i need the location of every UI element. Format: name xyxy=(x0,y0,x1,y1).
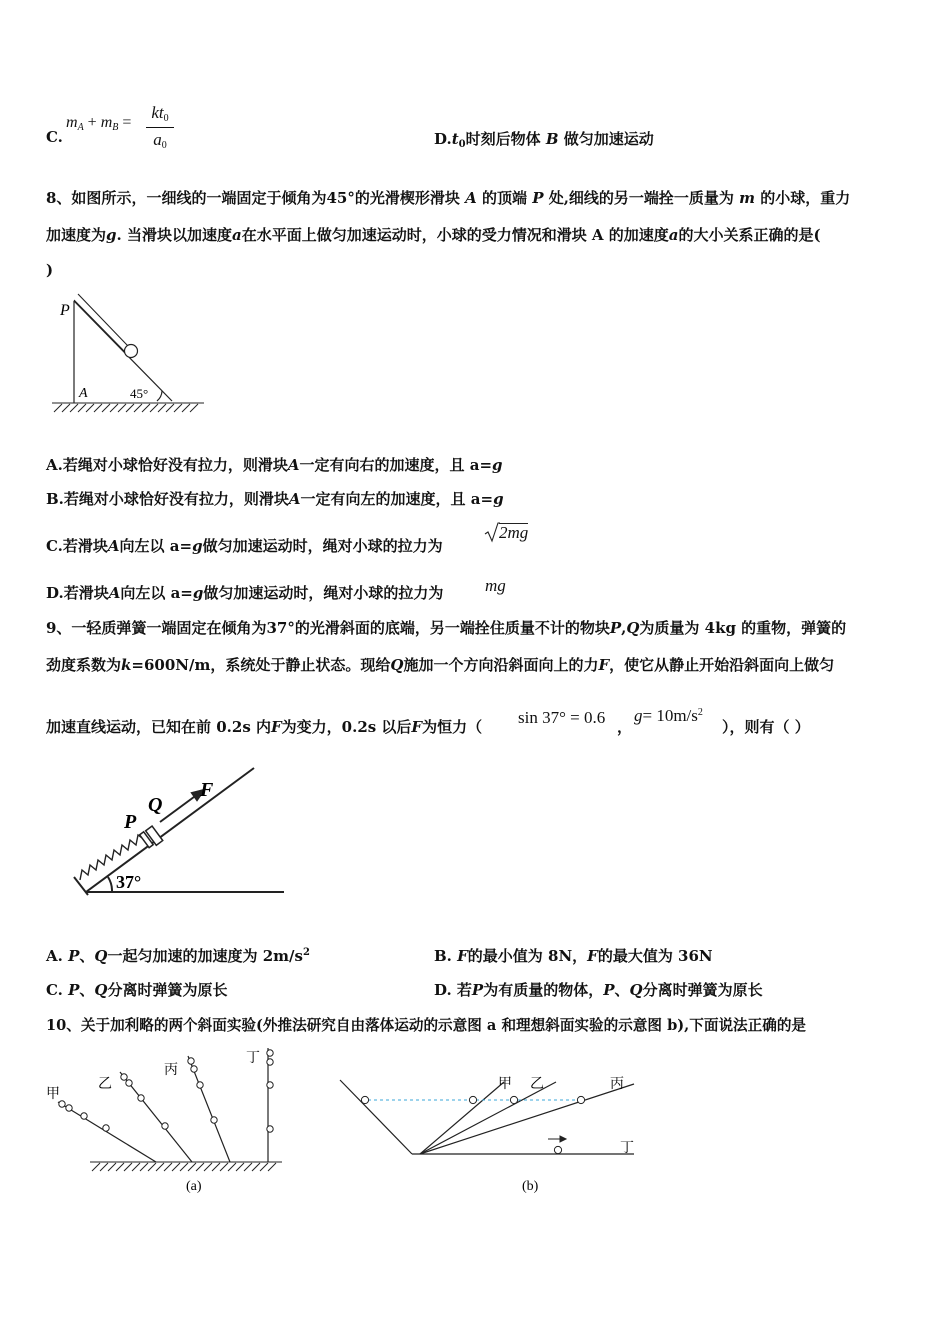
q10b-motion-arrow xyxy=(548,1136,566,1142)
q8-option-a: A.若绳对小球恰好没有拉力，则滑块A一定有向右的加速度，且 a=g xyxy=(46,456,503,474)
q9-force-arrow xyxy=(160,790,204,822)
q10b-label-bing: 丙 xyxy=(610,1077,624,1092)
q9-comma: ， xyxy=(617,718,633,736)
q10a-label-ding: 丁 xyxy=(246,1051,260,1066)
q7-option-d: $D.t_0$时刻后物体 B 做匀加速运动 xyxy=(434,130,654,150)
q9-g-value: $g= 10m/s^2$ xyxy=(634,706,703,725)
q10-stem: 10、关于加利略的两个斜面实验(外推法研究自由落体运动的示意图 a 和理想斜面实验的示意图 b),下面说法正确的是 xyxy=(46,1017,807,1034)
q8-label-p: P xyxy=(60,302,70,319)
q8-option-c: C.若滑块A向左以 a=g做匀加速运动时，绳对小球的拉力为 xyxy=(46,537,443,555)
q9-label-f: F xyxy=(200,779,214,801)
q9-option-c: C. P、Q分离时弹簧为原长 xyxy=(46,981,228,999)
q8-wedge-figure xyxy=(44,288,214,418)
q8-ground-hatch xyxy=(52,403,204,412)
q9-stem-line3: 加速直线运动，已知在前 0.2s 内F为变力，0.2s 以后F为恒力（ xyxy=(46,718,483,736)
q10a-label-yi: 乙 xyxy=(98,1077,112,1092)
q9-option-b: B. F的最小值为 8N，F的最大值为 36N xyxy=(434,947,713,965)
q8-string xyxy=(74,294,128,353)
q8-option-d: D.若滑块A向左以 a=g做匀加速运动时，绳对小球的拉力为 xyxy=(46,584,444,602)
q9-stem-end: ），则有（ ） xyxy=(722,718,810,736)
q7-fraction-numerator: $kt_0$ xyxy=(151,103,169,124)
q7-option-c-formula: $m_A + m_B$ = xyxy=(66,114,132,133)
q10a-label-jia: 甲 xyxy=(46,1087,60,1102)
q8-stem-line1: 8、如图所示，一细线的一端固定于倾角为45°的光滑楔形滑块 A 的顶端 P 处,细线的另一端拴一质量为 m 的小球，重力 xyxy=(46,189,851,207)
q8-option-b: B.若绳对小球恰好没有拉力，则滑块A一定有向左的加速度，且 a=g xyxy=(46,490,504,508)
q7-fraction-denominator: $a_0$ xyxy=(153,130,167,151)
q9-label-p: P xyxy=(124,811,137,833)
q10b-label-yi: 乙 xyxy=(530,1077,544,1092)
q9-option-d: D. 若P为有质量的物体，P、Q分离时弹簧为原长 xyxy=(434,981,763,999)
q7-option-c-label: C. xyxy=(46,128,63,146)
q8-sqrt-sign xyxy=(484,521,500,543)
q8-option-d-math: mg xyxy=(485,576,506,595)
q9-label-q: Q xyxy=(148,794,163,816)
q9-label-angle: 37° xyxy=(116,872,142,892)
q10b-inclines xyxy=(340,1080,634,1154)
q10b-label-jia: 甲 xyxy=(498,1077,512,1092)
q10a-ground xyxy=(90,1162,282,1171)
q8-stem-line2: 加速度为g. 当滑块以加速度a在水平面上做匀加速运动时，小球的受力情况和滑块 A 的加速度a的大小关系正确的是( xyxy=(46,226,821,244)
q10b-caption: (b) xyxy=(522,1179,539,1194)
q10-figure-b xyxy=(334,1062,644,1198)
q8-label-a: A xyxy=(79,386,88,401)
q8-label-angle: 45° xyxy=(130,386,149,401)
q9-sin-value: sin 37° = 0.6 xyxy=(518,708,606,727)
q10a-label-bing: 丙 xyxy=(164,1063,178,1078)
q10a-caption: (a) xyxy=(186,1179,202,1194)
q8-option-c-math: 2mg xyxy=(499,523,529,542)
q9-incline-figure xyxy=(66,758,296,904)
q8-wedge xyxy=(74,301,172,403)
q8-stem-line3: ) xyxy=(46,261,54,279)
q9-stem-line1: 9、一轻质弹簧一端固定在倾角为37°的光滑斜面的底端，另一端拴住质量不计的物块P,Q为质量为 4kg 的重物，弹簧的 xyxy=(46,619,847,637)
q7-fraction-bar xyxy=(146,127,174,128)
q8-ball xyxy=(125,345,138,358)
q10a-inclines xyxy=(58,1048,268,1162)
q10b-label-ding: 丁 xyxy=(620,1141,634,1156)
q10-figure-a xyxy=(40,1042,290,1198)
q10b-balls xyxy=(361,1096,584,1153)
q9-stem-line2: 劲度系数为k=600N/m，系统处于静止状态。现给Q施加一个方向沿斜面向上的力F，使它从静止开始沿斜面向上做匀 xyxy=(46,656,835,674)
q7-option-c xyxy=(46,128,63,146)
q9-wall xyxy=(74,877,88,895)
q9-option-a: A. P、Q一起匀加速的加速度为 $2m/s^2$ xyxy=(46,947,310,965)
